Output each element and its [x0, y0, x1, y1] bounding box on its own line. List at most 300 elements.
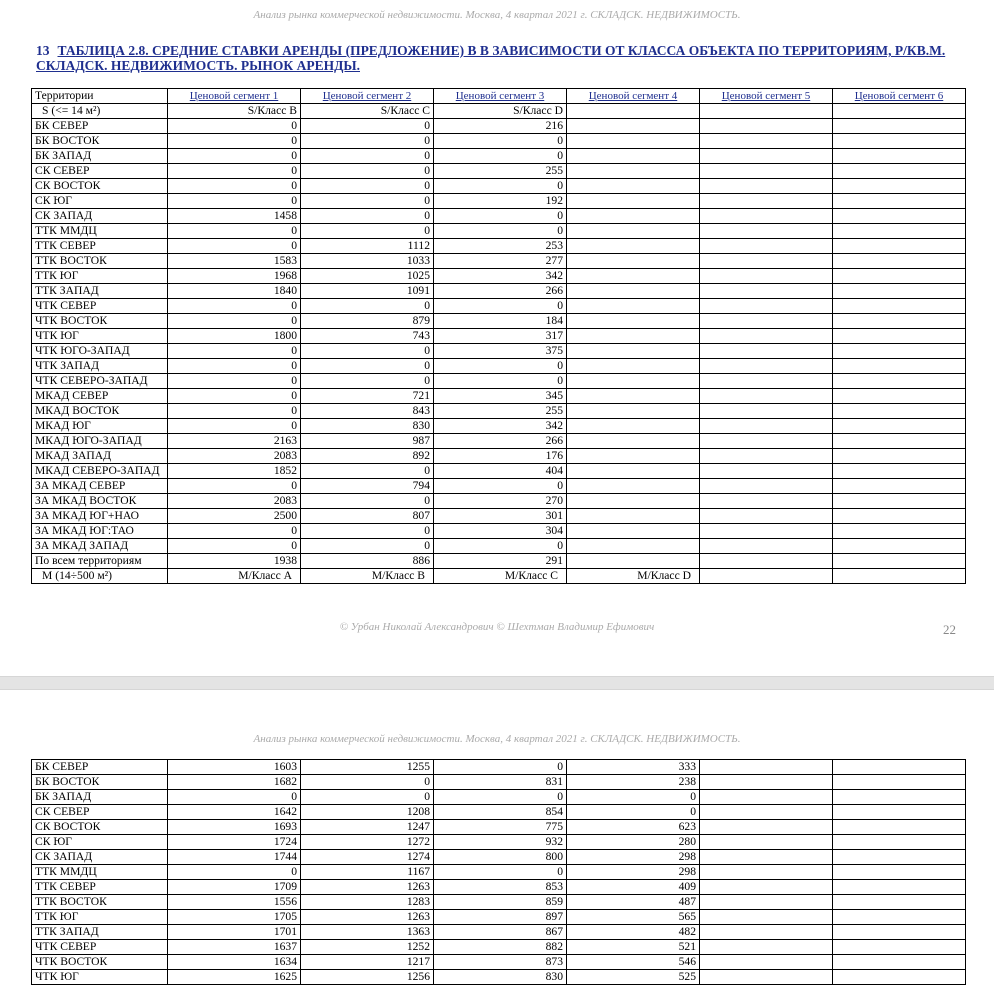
value-cell: M/Класс D [567, 569, 700, 584]
value-cell [833, 524, 966, 539]
value-cell [700, 464, 833, 479]
territory-cell: ТТК ЗАПАД [32, 925, 168, 940]
value-cell: 1852 [168, 464, 301, 479]
territory-cell: По всем территориям [32, 554, 168, 569]
value-cell [700, 374, 833, 389]
value-cell: 0 [434, 760, 567, 775]
header-price-segment-6[interactable]: Ценовой сегмент 6 [833, 89, 966, 104]
value-cell [700, 164, 833, 179]
value-cell: 1255 [301, 760, 434, 775]
value-cell: 238 [567, 775, 700, 790]
table-row [32, 970, 966, 985]
value-cell: 867 [434, 925, 567, 940]
value-cell [700, 925, 833, 940]
value-cell: 2163 [168, 434, 301, 449]
value-cell: 0 [168, 344, 301, 359]
table-row [32, 895, 966, 910]
table-row [32, 554, 966, 569]
value-cell: 0 [301, 359, 434, 374]
value-cell: 270 [434, 494, 567, 509]
territory-cell: ЧТК ЮГ [32, 329, 168, 344]
value-cell: 853 [434, 880, 567, 895]
value-cell [700, 284, 833, 299]
value-cell: 291 [434, 554, 567, 569]
value-cell [833, 880, 966, 895]
table-row [32, 359, 966, 374]
table-row [32, 910, 966, 925]
value-cell [833, 820, 966, 835]
value-cell [700, 239, 833, 254]
value-cell: 280 [567, 835, 700, 850]
value-cell [833, 509, 966, 524]
value-cell: 304 [434, 524, 567, 539]
table-row [32, 865, 966, 880]
value-cell: 0 [301, 539, 434, 554]
value-cell [833, 374, 966, 389]
value-cell: 0 [168, 539, 301, 554]
value-cell: 216 [434, 119, 567, 134]
value-cell: 253 [434, 239, 567, 254]
territory-cell: M (14÷500 м²) [32, 569, 168, 584]
value-cell: 1025 [301, 269, 434, 284]
value-cell [700, 359, 833, 374]
table-row [32, 119, 966, 134]
value-cell [700, 509, 833, 524]
value-cell: 0 [168, 299, 301, 314]
value-cell [833, 284, 966, 299]
value-cell: 0 [168, 479, 301, 494]
value-cell: 184 [434, 314, 567, 329]
value-cell: 807 [301, 509, 434, 524]
subheader-cell [700, 104, 833, 119]
value-cell: 0 [168, 194, 301, 209]
table-row [32, 509, 966, 524]
value-cell: 1363 [301, 925, 434, 940]
value-cell: 525 [567, 970, 700, 985]
value-cell: 0 [168, 374, 301, 389]
value-cell [833, 149, 966, 164]
territory-cell: ЗА МКАД ЮГ:ТАО [32, 524, 168, 539]
value-cell [833, 805, 966, 820]
territory-cell: ТТК ВОСТОК [32, 254, 168, 269]
value-cell [833, 464, 966, 479]
value-cell: 1247 [301, 820, 434, 835]
value-cell [833, 254, 966, 269]
value-cell: 1603 [168, 760, 301, 775]
value-cell [567, 284, 700, 299]
value-cell: 897 [434, 910, 567, 925]
value-cell: 1709 [168, 880, 301, 895]
value-cell: 2083 [168, 449, 301, 464]
header-price-segment-1[interactable]: Ценовой сегмент 1 [168, 89, 301, 104]
value-cell: 0 [168, 239, 301, 254]
value-cell [700, 194, 833, 209]
table-row [32, 524, 966, 539]
territory-cell: ЧТК СЕВЕРО-ЗАПАД [32, 374, 168, 389]
value-cell: 0 [168, 389, 301, 404]
territory-cell: МКАД ЮГО-ЗАПАД [32, 434, 168, 449]
value-cell: 0 [301, 209, 434, 224]
value-cell: 0 [301, 149, 434, 164]
value-cell: 0 [168, 134, 301, 149]
value-cell [700, 494, 833, 509]
value-cell [833, 239, 966, 254]
document-page-2 [0, 690, 994, 997]
value-cell [567, 134, 700, 149]
value-cell: 266 [434, 284, 567, 299]
territory-cell: БК ЗАПАД [32, 790, 168, 805]
table-row [32, 194, 966, 209]
table-row [32, 269, 966, 284]
value-cell: 2500 [168, 509, 301, 524]
territory-cell: СК ЮГ [32, 835, 168, 850]
value-cell [700, 224, 833, 239]
value-cell [700, 449, 833, 464]
value-cell: 1724 [168, 835, 301, 850]
value-cell: 721 [301, 389, 434, 404]
value-cell [567, 524, 700, 539]
value-cell: 1112 [301, 239, 434, 254]
value-cell [700, 835, 833, 850]
value-cell: 0 [301, 344, 434, 359]
value-cell [833, 910, 966, 925]
value-cell [700, 760, 833, 775]
table-row [32, 329, 966, 344]
value-cell: 0 [567, 805, 700, 820]
value-cell: 277 [434, 254, 567, 269]
value-cell [567, 449, 700, 464]
value-cell [833, 494, 966, 509]
value-cell [833, 194, 966, 209]
value-cell: 892 [301, 449, 434, 464]
value-cell [567, 554, 700, 569]
table-row [32, 449, 966, 464]
value-cell: 1458 [168, 209, 301, 224]
value-cell [700, 254, 833, 269]
value-cell: 482 [567, 925, 700, 940]
value-cell: 932 [434, 835, 567, 850]
value-cell: 1705 [168, 910, 301, 925]
footer-copyright: © Урбан Николай Александрович © Шехтман Владимир Ефимович [339, 621, 655, 633]
table-row [32, 775, 966, 790]
value-cell: 0 [301, 179, 434, 194]
table-row [32, 464, 966, 479]
value-cell: 342 [434, 269, 567, 284]
table-row [32, 314, 966, 329]
table-row [32, 239, 966, 254]
table-row [32, 835, 966, 850]
value-cell [700, 865, 833, 880]
header-price-segment-3[interactable]: Ценовой сегмент 3 [434, 89, 567, 104]
value-cell: 882 [434, 940, 567, 955]
value-cell [567, 314, 700, 329]
value-cell: 1625 [168, 970, 301, 985]
value-cell: 0 [168, 524, 301, 539]
value-cell [833, 209, 966, 224]
table-row [32, 539, 966, 554]
value-cell: 879 [301, 314, 434, 329]
value-cell [567, 404, 700, 419]
table-row [32, 284, 966, 299]
value-cell [567, 149, 700, 164]
territory-cell: ЧТК ВОСТОК [32, 314, 168, 329]
value-cell [833, 895, 966, 910]
value-cell: 1274 [301, 850, 434, 865]
value-cell: 266 [434, 434, 567, 449]
value-cell: 0 [434, 209, 567, 224]
value-cell: 0 [434, 374, 567, 389]
territory-cell: МКАД СЕВЕР [32, 389, 168, 404]
territory-cell: БК СЕВЕР [32, 119, 168, 134]
territory-cell: ЗА МКАД СЕВЕР [32, 479, 168, 494]
value-cell [833, 940, 966, 955]
value-cell [567, 374, 700, 389]
value-cell [833, 479, 966, 494]
value-cell [567, 299, 700, 314]
running-header-page-2: Анализ рынка коммерческой недвижимости. Москва, 4 квартал 2021 г. СКЛАДСК. НЕДВИЖИМОСТЬ. [253, 733, 741, 745]
value-cell: 0 [168, 179, 301, 194]
value-cell [833, 955, 966, 970]
value-cell: 0 [434, 790, 567, 805]
value-cell [833, 970, 966, 985]
value-cell [567, 539, 700, 554]
value-cell [833, 790, 966, 805]
header-price-segment-5[interactable]: Ценовой сегмент 5 [700, 89, 833, 104]
value-cell: 1693 [168, 820, 301, 835]
value-cell: 487 [567, 895, 700, 910]
value-cell [700, 134, 833, 149]
value-cell [567, 389, 700, 404]
value-cell: 192 [434, 194, 567, 209]
table-row [32, 224, 966, 239]
value-cell [700, 299, 833, 314]
value-cell [833, 850, 966, 865]
value-cell [567, 434, 700, 449]
value-cell [833, 434, 966, 449]
value-cell: 987 [301, 434, 434, 449]
header-price-segment-2[interactable]: Ценовой сегмент 2 [301, 89, 434, 104]
subheader-cell: S/Класс B [168, 104, 301, 119]
table-row [32, 209, 966, 224]
value-cell [833, 404, 966, 419]
value-cell [833, 119, 966, 134]
value-cell [567, 239, 700, 254]
value-cell [833, 554, 966, 569]
value-cell: 0 [301, 224, 434, 239]
subheader-cell: S/Класс C [301, 104, 434, 119]
value-cell [700, 790, 833, 805]
value-cell [700, 344, 833, 359]
value-cell: 800 [434, 850, 567, 865]
value-cell [700, 775, 833, 790]
value-cell: 1272 [301, 835, 434, 850]
table-row [32, 805, 966, 820]
value-cell [567, 359, 700, 374]
value-cell [700, 419, 833, 434]
value-cell [833, 329, 966, 344]
territory-cell: ТТК ЗАПАД [32, 284, 168, 299]
value-cell: 1744 [168, 850, 301, 865]
value-cell [700, 149, 833, 164]
value-cell [700, 314, 833, 329]
territory-cell: МКАД ЮГ [32, 419, 168, 434]
territory-cell: ЧТК ЗАПАД [32, 359, 168, 374]
value-cell [700, 970, 833, 985]
territory-cell: БК ВОСТОК [32, 134, 168, 149]
value-cell: 0 [168, 164, 301, 179]
territory-cell: СК ЗАПАД [32, 209, 168, 224]
value-cell: 830 [434, 970, 567, 985]
territory-cell: БК СЕВЕР [32, 760, 168, 775]
value-cell: 0 [434, 539, 567, 554]
value-cell [567, 464, 700, 479]
value-cell: 831 [434, 775, 567, 790]
table-row [32, 374, 966, 389]
value-cell: 342 [434, 419, 567, 434]
territory-cell: МКАД СЕВЕРО-ЗАПАД [32, 464, 168, 479]
value-cell [833, 775, 966, 790]
value-cell: 0 [168, 224, 301, 239]
value-cell [567, 419, 700, 434]
territory-cell: СК СЕВЕР [32, 805, 168, 820]
title-text[interactable]: ТАБЛИЦА 2.8. СРЕДНИЕ СТАВКИ АРЕНДЫ (ПРЕДЛОЖЕНИЕ) В В ЗАВИСИМОСТИ ОТ КЛАССА ОБЪЕКТА ПО ТЕРРИТОРИЯМ, Р/КВ.М. СКЛАДСК. НЕДВИЖИМОСТЬ. РЫНОК АРЕНДЫ. [36, 43, 946, 73]
territory-cell: ЗА МКАД ЗАПАД [32, 539, 168, 554]
value-cell [833, 344, 966, 359]
value-cell: 176 [434, 449, 567, 464]
value-cell: 0 [301, 464, 434, 479]
territory-cell: ЧТК ЮГО-ЗАПАД [32, 344, 168, 359]
territory-cell: ЧТК СЕВЕР [32, 299, 168, 314]
table-header-row [32, 89, 966, 104]
value-cell [833, 925, 966, 940]
value-cell: 0 [434, 299, 567, 314]
value-cell [567, 269, 700, 284]
table-row [32, 299, 966, 314]
value-cell: 2083 [168, 494, 301, 509]
value-cell [700, 955, 833, 970]
table-row [32, 479, 966, 494]
table-row [32, 434, 966, 449]
value-cell [700, 524, 833, 539]
segment-m-header-row [32, 569, 966, 584]
value-cell: 843 [301, 404, 434, 419]
value-cell [700, 554, 833, 569]
value-cell [833, 419, 966, 434]
table-row [32, 760, 966, 775]
value-cell: 0 [434, 359, 567, 374]
value-cell [567, 254, 700, 269]
value-cell: 859 [434, 895, 567, 910]
value-cell: 1283 [301, 895, 434, 910]
subheader-cell [567, 104, 700, 119]
value-cell: 1208 [301, 805, 434, 820]
value-cell [700, 404, 833, 419]
table-row [32, 925, 966, 940]
value-cell [700, 209, 833, 224]
territory-cell: ЗА МКАД ЮГ+НАО [32, 509, 168, 524]
value-cell: 0 [301, 194, 434, 209]
value-cell [833, 539, 966, 554]
table-row [32, 134, 966, 149]
territory-cell: ТТК ВОСТОК [32, 895, 168, 910]
value-cell [833, 179, 966, 194]
value-cell [700, 329, 833, 344]
value-cell: 0 [434, 479, 567, 494]
territory-cell: ТТК ММДЦ [32, 865, 168, 880]
value-cell: 0 [168, 790, 301, 805]
value-cell [833, 164, 966, 179]
value-cell: 0 [168, 865, 301, 880]
value-cell: 0 [168, 404, 301, 419]
value-cell [700, 269, 833, 284]
table-subheader-row [32, 104, 966, 119]
value-cell: 409 [567, 880, 700, 895]
table-row [32, 955, 966, 970]
territory-cell: ТТК ЮГ [32, 910, 168, 925]
value-cell: 873 [434, 955, 567, 970]
value-cell: 404 [434, 464, 567, 479]
value-cell: 521 [567, 940, 700, 955]
value-cell: 333 [567, 760, 700, 775]
value-cell [700, 119, 833, 134]
value-cell: 317 [434, 329, 567, 344]
territory-cell: СК ВОСТОК [32, 820, 168, 835]
header-price-segment-4[interactable]: Ценовой сегмент 4 [567, 89, 700, 104]
value-cell: 623 [567, 820, 700, 835]
table-row [32, 254, 966, 269]
value-cell [833, 299, 966, 314]
value-cell [567, 479, 700, 494]
value-cell: 0 [301, 134, 434, 149]
value-cell: 1033 [301, 254, 434, 269]
value-cell: 0 [301, 374, 434, 389]
page-number: 22 [943, 622, 956, 637]
territory-cell: СК ЮГ [32, 194, 168, 209]
value-cell: 0 [168, 149, 301, 164]
value-cell [700, 539, 833, 554]
territory-cell: СК ЗАПАД [32, 850, 168, 865]
value-cell: 775 [434, 820, 567, 835]
value-cell: 1840 [168, 284, 301, 299]
value-cell: 0 [168, 419, 301, 434]
value-cell: 1800 [168, 329, 301, 344]
value-cell: 1091 [301, 284, 434, 299]
value-cell: 1256 [301, 970, 434, 985]
territory-cell: ТТК СЕВЕР [32, 239, 168, 254]
value-cell [833, 569, 966, 584]
value-cell [567, 164, 700, 179]
value-cell [700, 389, 833, 404]
value-cell [567, 179, 700, 194]
table-row [32, 850, 966, 865]
table-row [32, 149, 966, 164]
value-cell [833, 835, 966, 850]
table-row [32, 790, 966, 805]
value-cell [700, 880, 833, 895]
value-cell: 1556 [168, 895, 301, 910]
value-cell: 0 [434, 865, 567, 880]
value-cell: 1263 [301, 880, 434, 895]
territory-cell: ЗА МКАД ВОСТОК [32, 494, 168, 509]
territory-cell: ЧТК ЮГ [32, 970, 168, 985]
value-cell [700, 569, 833, 584]
value-cell: 0 [301, 164, 434, 179]
value-cell: 298 [567, 865, 700, 880]
value-cell [833, 760, 966, 775]
value-cell [700, 895, 833, 910]
table-row [32, 389, 966, 404]
value-cell: 1637 [168, 940, 301, 955]
